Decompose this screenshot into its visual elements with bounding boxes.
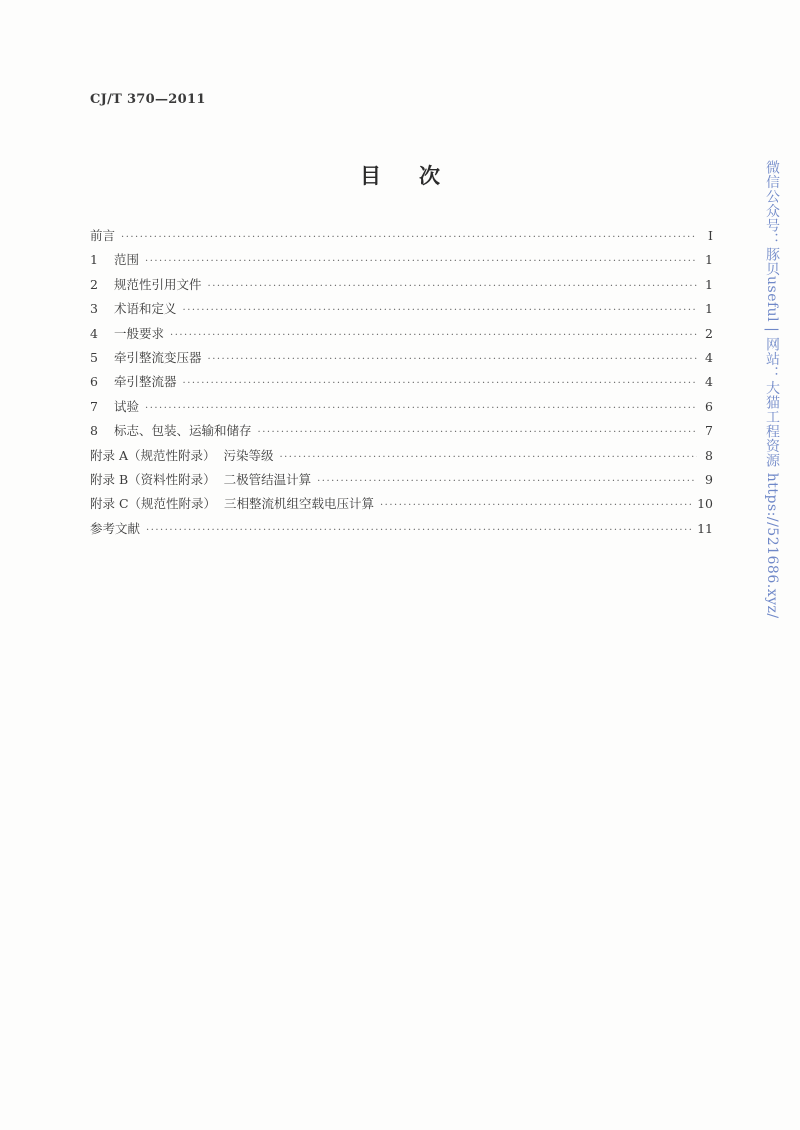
toc-entry-number: 1	[90, 252, 98, 268]
toc-entry-page: 7	[705, 423, 713, 439]
dot-leader	[208, 354, 697, 365]
toc-entry-label: 附录 C（规范性附录） 三相整流机组空载电压计算	[90, 496, 374, 512]
toc-entry[interactable]	[90, 397, 713, 421]
dot-leader	[183, 378, 697, 389]
toc-entry[interactable]	[90, 348, 713, 372]
toc-entry-label: 试验	[114, 398, 140, 414]
toc-entry-number: 2	[90, 276, 98, 292]
toc-entry-label: 附录 A（规范性附录） 污染等级	[90, 447, 274, 463]
dot-leader	[145, 256, 697, 267]
toc-entry-page: 1	[705, 252, 713, 268]
dot-leader	[145, 403, 697, 414]
standard-code: CJ/T 370—2011	[90, 92, 206, 107]
toc-entry-number: 3	[90, 301, 98, 317]
toc-entry-label: 范围	[114, 252, 140, 268]
toc-entry[interactable]	[90, 494, 713, 518]
table-of-contents	[90, 226, 713, 543]
toc-entry-number: 5	[90, 349, 98, 365]
toc-entry-page: 8	[705, 447, 713, 463]
toc-entry-page: 4	[705, 374, 713, 390]
toc-entry[interactable]	[90, 299, 713, 323]
toc-entry-page: 9	[705, 471, 713, 487]
toc-entry-number: 8	[90, 423, 98, 439]
dot-leader	[208, 281, 697, 292]
toc-entry[interactable]	[90, 372, 713, 396]
toc-entry-page: 10	[697, 496, 713, 512]
toc-entry-label: 牵引整流变压器	[114, 349, 202, 365]
dot-leader	[183, 305, 697, 316]
toc-entry[interactable]	[90, 226, 713, 250]
toc-entry-label: 术语和定义	[114, 301, 177, 317]
page-title: 目次	[360, 163, 478, 188]
dot-leader	[258, 427, 697, 438]
toc-entry[interactable]	[90, 275, 713, 299]
toc-entry-label: 牵引整流器	[114, 374, 177, 390]
toc-entry-page: Ⅰ	[708, 228, 713, 243]
toc-entry-page: 1	[705, 301, 713, 317]
toc-entry-page: 1	[705, 276, 713, 292]
dot-leader	[279, 452, 697, 463]
toc-entry-number: 4	[90, 325, 98, 341]
toc-entry-label: 规范性引用文件	[114, 276, 202, 292]
dot-leader	[170, 330, 697, 341]
dot-leader	[121, 232, 697, 243]
dot-leader	[380, 500, 691, 511]
toc-entry[interactable]	[90, 470, 713, 494]
toc-entry[interactable]	[90, 446, 713, 470]
toc-entry-page: 11	[697, 520, 713, 536]
toc-entry-number: 7	[90, 398, 98, 414]
toc-entry-page: 2	[705, 325, 713, 341]
toc-entry-page: 4	[705, 349, 713, 365]
toc-entry-label: 一般要求	[114, 325, 165, 341]
dot-leader	[146, 525, 691, 536]
toc-entry-label: 标志、包装、运输和储存	[114, 423, 252, 439]
watermark: 微信公众号：豚贝useful | 网站：大猫工程资源 https://521686.xyz/	[764, 160, 780, 619]
toc-entry[interactable]	[90, 421, 713, 445]
toc-entry[interactable]	[90, 519, 713, 543]
toc-entry-label: 前言	[90, 228, 116, 243]
toc-entry-label: 参考文献	[90, 520, 141, 536]
toc-entry[interactable]	[90, 324, 713, 348]
toc-entry[interactable]	[90, 250, 713, 274]
toc-entry-label: 附录 B（资料性附录） 二极管结温计算	[90, 471, 312, 487]
toc-entry-number: 6	[90, 374, 98, 390]
toc-entry-page: 6	[705, 398, 713, 414]
dot-leader	[317, 476, 697, 487]
